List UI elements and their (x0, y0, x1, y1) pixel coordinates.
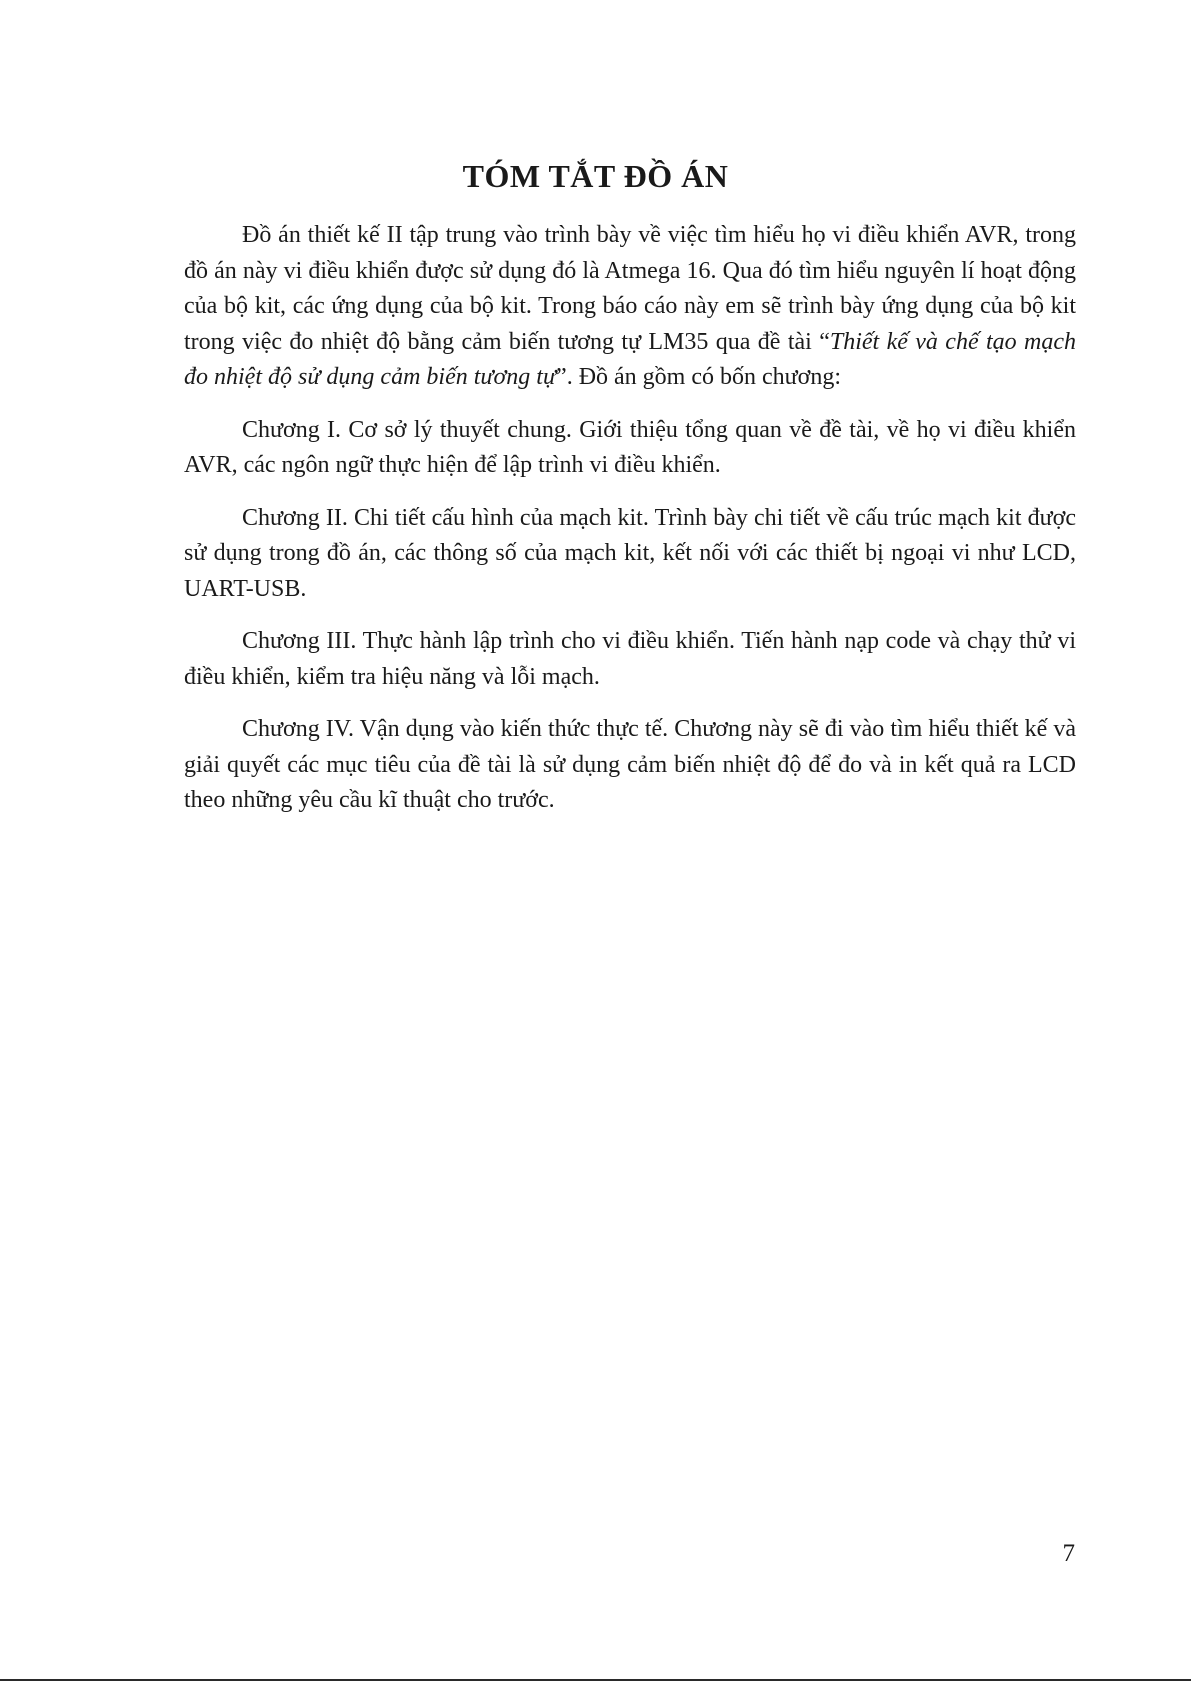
chapter-3-paragraph: Chương III. Thực hành lập trình cho vi điều khiển. Tiến hành nạp code và chạy thử vi điều khiển, kiểm tra hiệu năng và lỗi mạch. (184, 628, 1076, 690)
chapter-2-paragraph: Chương II. Chi tiết cấu hình của mạch kit. Trình bày chi tiết về cấu trúc mạch kit được sử dụng trong đồ án, các thông số của mạch kit, kết nối với các thiết bị ngoại vi như LCD, UART-USB. (184, 504, 1076, 602)
page-number: 7 (1062, 1540, 1075, 1567)
page-title: TÓM TẮT ĐỒ ÁN (462, 158, 729, 194)
intro-paragraph (184, 218, 1076, 396)
intro-text-after: ”. Đồ án gồm có bốn chương: (556, 364, 842, 390)
chapter-4-paragraph: Chương IV. Vận dụng vào kiến thức thực tế. Chương này sẽ đi vào tìm hiểu thiết kế và giải quyết các mục tiêu của đề tài là sử dụng cảm biến nhiệt độ để đo và in kết quả ra LCD theo những yêu cầu kĩ thuật cho trước. (184, 716, 1076, 813)
abstract-body (184, 218, 1076, 836)
chapter-1-paragraph: Chương I. Cơ sở lý thuyết chung. Giới thiệu tổng quan về đề tài, về họ vi điều khiển AVR, các ngôn ngữ thực hiện để lập trình vi điều khiển. (184, 416, 1076, 478)
topic-title: Thiết kế và chế tạo mạch đo nhiệt độ sử dụng cảm biến tương tự (184, 328, 1077, 390)
intro-text-before: Đồ án thiết kế II tập trung vào trình bày về việc tìm hiểu họ vi điều khiển AVR, trong đồ án này vi điều khiển được sử dụng đó là Atmega 16. Qua đó tìm hiểu nguyên lí hoạt động của bộ kit, các ứng dụng của bộ kit. Trong báo cáo này em sẽ trình bày ứng dụng của bộ kit trong việc đo nhiệt độ bằng cảm biến tương tự LM35 qua đề tài “ (184, 222, 1076, 355)
bottom-divider (0, 1679, 1191, 1681)
